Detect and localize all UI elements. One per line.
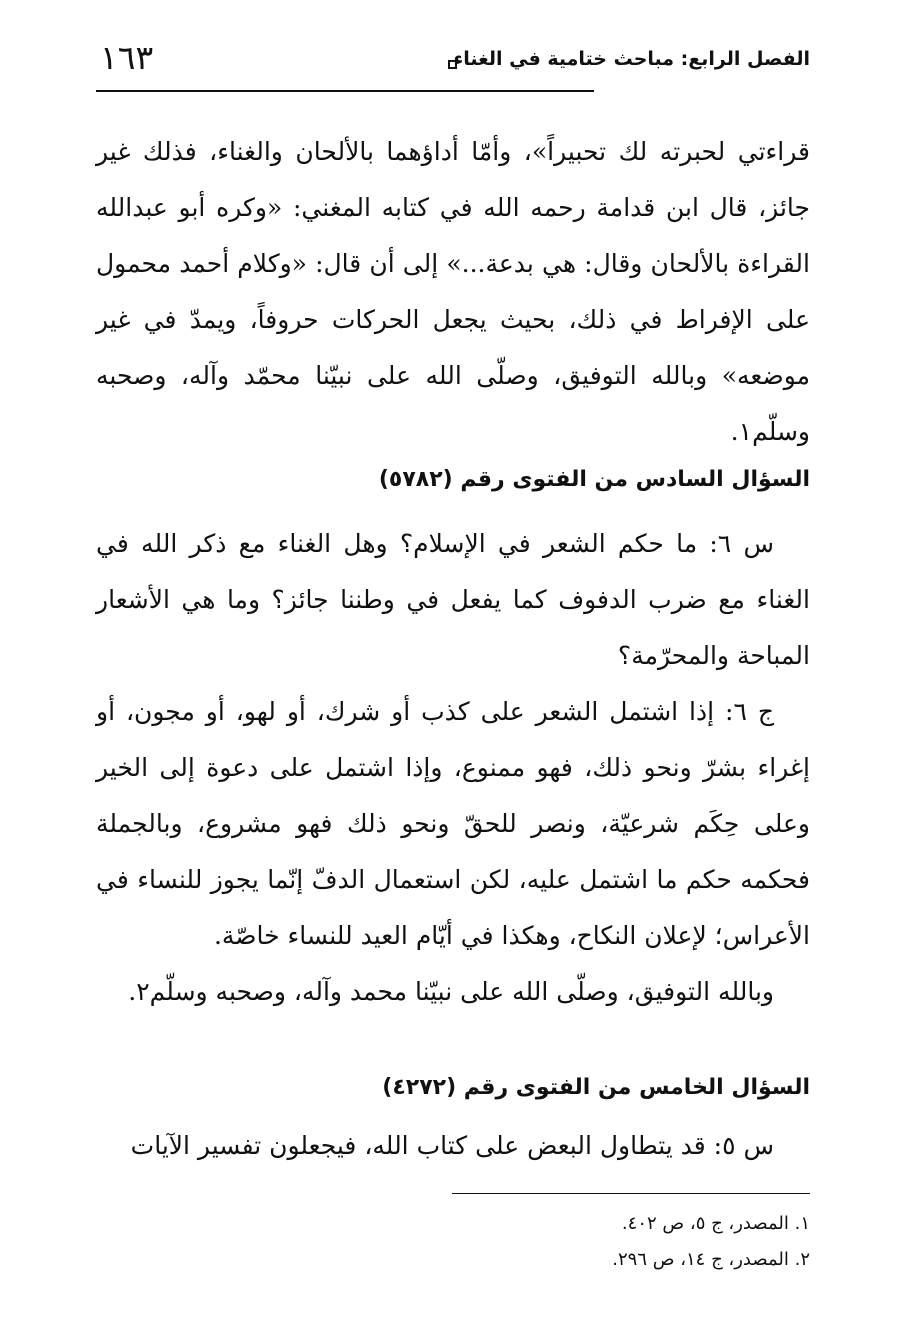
question-five-heading: السؤال الخامس من الفتوى رقم (٤٢٧٢) <box>382 1075 810 1100</box>
footnote-2: ٢. المصدر، ج ١٤، ص ٢٩٦. <box>612 1249 810 1270</box>
footnotes <box>96 1206 810 1278</box>
page-number: ١٦٣ <box>100 38 154 77</box>
question-six-text: س ٦: ما حكم الشعر في الإسلام؟ وهل الغناء مع ذكر الله في الغناء مع ضرب الدفوف كما يفعل في وطننا جائز؟ وما هي الأشعار المباحة والمحرّمة؟ <box>96 529 810 670</box>
answer-six-closing: وبالله التوفيق، وصلّى الله على نبيّنا محمد وآله، وصحبه وسلّم٢. <box>128 977 774 1006</box>
question-six-body <box>96 516 810 1020</box>
running-header <box>96 36 810 88</box>
chapter-title: الفصل الرابع: مباحث ختامية في الغناء <box>453 48 810 70</box>
footnote-1: ١. المصدر، ج ٥، ص ٤٠٢. <box>621 1213 810 1234</box>
answer-six-text: ج ٦: إذا اشتمل الشعر على كذب أو شرك، أو لهو، أو مجون، أو إغراء بشرّ ونحو ذلك، فهو ممنوع، وإذا اشتمل على دعوة إلى الخير وعلى حِكَم شرعيّة، ونصر للحقّ ونحو ذلك فهو مشروع، وبالجملة فحكمه حكم ما اشتمل عليه، لكن استعمال الدفّ إنّما يجوز للنساء في الأعراس؛ لإعلان النكاح، وهكذا في أيّام العيد للنساء خاصّة. <box>96 697 810 950</box>
square-ornament-icon <box>448 60 457 69</box>
question-five-text: س ٥: قد يتطاول البعض على كتاب الله، فيجعلون تفسير الآيات <box>130 1131 774 1160</box>
question-six-heading: السؤال السادس من الفتوى رقم (٥٧٨٢) <box>378 467 810 492</box>
continued-answer <box>96 124 810 460</box>
question-five-body <box>96 1118 810 1174</box>
footnote-divider <box>452 1193 810 1194</box>
header-divider <box>96 90 594 92</box>
paragraph: قراءتي لحبرته لك تحبيراً»، وأمّا أداؤهما بالألحان والغناء، فذلك غير جائز، قال ابن قدامة رحمه الله في كتابه المغني: «وكره أبو عبدالله القراءة بالألحان وقال: هي بدعة...» إلى أن قال: «وكلام أحمد محمول على الإفراط في ذلك، بحيث يجعل الحركات حروفاً، ويمدّ في غير موضعه» وبالله التوفيق، وصلّى الله على نبيّنا محمّد وآله، وصحبه وسلّم١. <box>96 137 810 446</box>
